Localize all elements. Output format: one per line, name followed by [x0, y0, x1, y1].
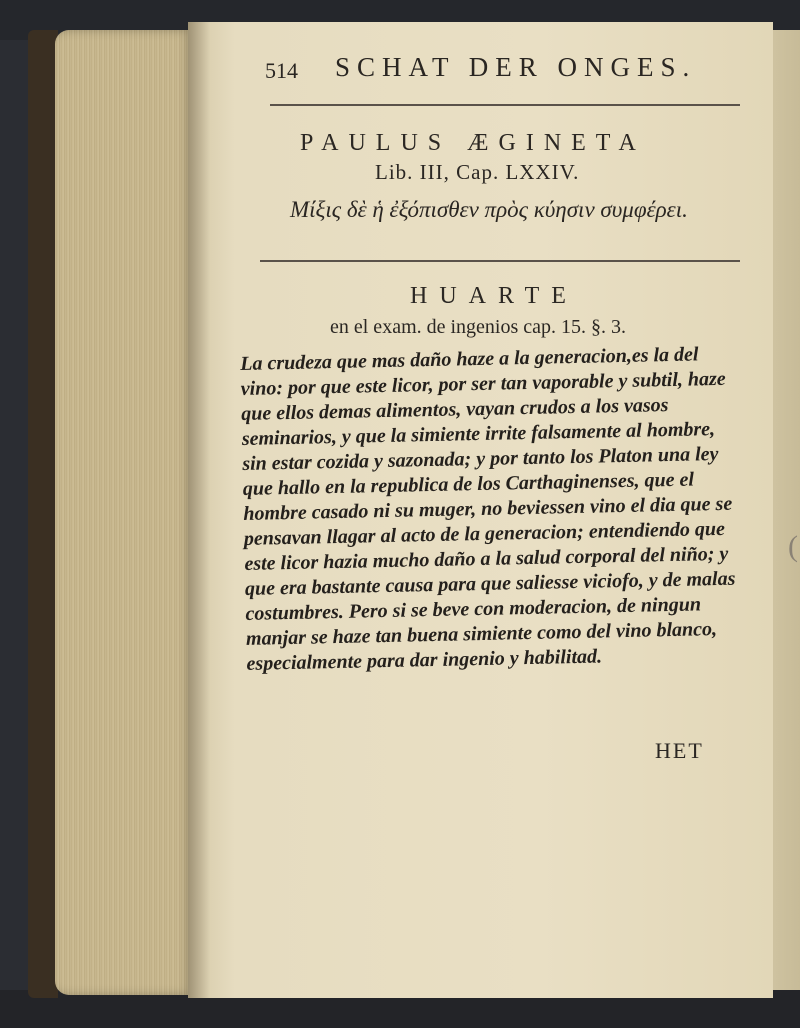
next-page-mark: ( — [788, 530, 798, 563]
gutter-shadow — [188, 22, 210, 998]
page-number: 514 — [265, 58, 298, 83]
quote-reference: Lib. III, Cap. LXXIV. — [375, 160, 580, 184]
quote-author: PAULUS ÆGINETA — [300, 130, 646, 156]
quote-reference-2: en el exam. de ingenios cap. 15. §. 3. — [330, 316, 627, 338]
body-paragraph — [240, 342, 747, 677]
book-cover — [28, 30, 58, 998]
header-rule — [270, 104, 740, 106]
next-page-edge — [770, 30, 800, 990]
quote-author-2: HUARTE — [410, 283, 578, 309]
page-edges — [55, 30, 193, 995]
section-rule — [260, 260, 740, 262]
running-title: SCHAT DER ONGES. — [335, 52, 697, 82]
catchword: HET — [655, 738, 704, 763]
body-text: La crudeza que mas daño haze a la generacion,es la del vino: por que este licor, por ser tan vaporable y subtil, haze que ellos demas alimentos, vayan crudos a los vasos seminarios, y que la simiente irrite falsamente al hombre, sin estar cozida y sazonada; y por tanto los Platon una ley que hallo en la republica de los Carthaginenses, que el hombre casado ni su muger, no beviessen vino el dia que se pensavan llagar al acto de la generacion; entendiendo que este licor hazia mucho daño a la salud corporal del niño; y que era bastante causa para que saliesse viciofo, y de malas costumbres. Pero si se beve con moderacion, de ningun manjar se haze tan buena simiente como del vino blanco, especialmente para dar ingenio y habilitad. — [240, 343, 736, 675]
greek-quote: Μίξις δὲ ἡ ἐξόπισθεν πρὸς κύησιν συμφέρει. — [290, 197, 688, 222]
